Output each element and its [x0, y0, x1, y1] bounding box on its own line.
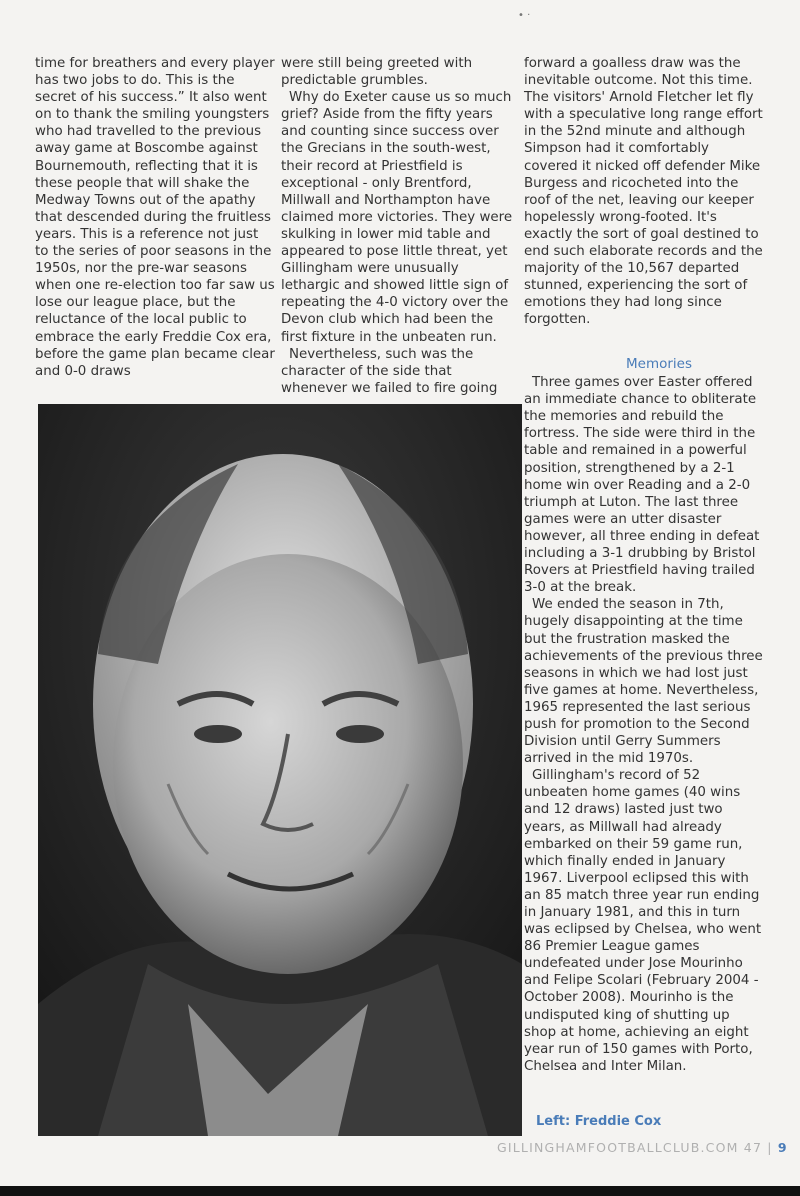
- article-paragraph: We ended the season in 7th, hugely disappointing at the time but the frustration masked the achievements of the previous three seasons in which we had lost just five games at home. Nevertheless, 1965 represented the last serious push for promotion to the Second Division until Gerry Summers arrived in the mid 1970s.: [524, 597, 763, 767]
- page-footer: [497, 1140, 788, 1155]
- photo-caption: Left: Freddie Cox: [536, 1114, 662, 1129]
- article-column-1: [35, 55, 275, 380]
- portrait-illustration: [38, 404, 522, 1136]
- page-bottom-edge: [0, 1186, 800, 1196]
- article-paragraph: Why do Exeter cause us so much grief? Aside from the fifty years and counting since success over the Grecians in the south-west, their record at Priestfield is exceptional - only Brentford, Millwall and Northampton have claimed more victories. They were skulking in lower mid table and appeared to pose little threat, yet Gillingham were unusually lethargic and showed little sign of repeating the 4-0 victory over the Devon club which had been the first fixture in the unbeaten run.: [281, 90, 513, 345]
- portrait-photo: [38, 404, 522, 1136]
- article-paragraph: Gillingham's record of 52 unbeaten home games (40 wins and 12 draws) lasted just two years, as Millwall had already embarked on their 59 game run, which finally ended in January 1967. Liverpool eclipsed this with an 85 match three year run ending in January 1981, and this in turn was eclipsed by Chelsea, who went 86 Premier League games undefeated under Jose Mourinho and Felipe Scolari (February 2004 - October 2008). Mourinho is the undisputed king of shutting up shop at home, achieving an eight year run of 150 games with Porto, Chelsea and Inter Milan.: [524, 768, 762, 1074]
- article-paragraph: were still being greeted with predictable grumbles.: [281, 56, 473, 89]
- article-paragraph: forward a goalless draw was the inevitable outcome. Not this time. The visitors' Arnold Fletcher let fly with a speculative long range effort in the 52nd minute and although Simpson had it comfortably covered it nicked off defender Mike Burgess and ricocheted into the roof of the net, leaving our keeper hopelessly wrong-footed. It's exactly the sort of goal destined to end such elaborate records and the majority of the 10,567 departed stunned, experiencing the sort of emotions they had long since forgotten.: [524, 56, 763, 328]
- article-column-2: [281, 55, 516, 397]
- article-column-3-top: [524, 55, 764, 329]
- article-paragraph: time for breathers and every player has two jobs to do. This is the secret of his success.” It also went on to thank the smiling youngsters who had travelled to the previous away game at Boscombe against Bournemouth, reflecting that it is these people that will shake the Medway Towns out of the apathy that descended during the fruitless years. This is a reference not just to the series of poor seasons in the 1950s, nor the pre-war seasons when one re-election too far saw us lose our league place, but the reluctance of the local public to embrace the early Freddie Cox era, before the game plan became clear and 0-0 draws: [35, 56, 275, 379]
- print-specks: • ·: [518, 10, 531, 21]
- article-column-3-bottom: [524, 356, 764, 1075]
- footer-site: GILLINGHAMFOOTBALLCLUB.COM 47 |: [497, 1140, 778, 1155]
- page-number-mark: 9: [777, 1140, 788, 1155]
- article-paragraph: Nevertheless, such was the character of the side that whenever we failed to fire going: [281, 346, 498, 396]
- section-subheading: Memories: [625, 356, 692, 372]
- article-paragraph: Three games over Easter offered an immediate chance to obliterate the memories and rebuild the fortress. The side were third in the table and remained in a powerful position, strengthened by a 2-1 home win over Reading and a 2-0 triumph at Luton. The last three games were an utter disaster however, all three ending in defeat including a 3-1 drubbing by Bristol Rovers at Priestfield having trailed 3-0 at the break.: [524, 375, 760, 596]
